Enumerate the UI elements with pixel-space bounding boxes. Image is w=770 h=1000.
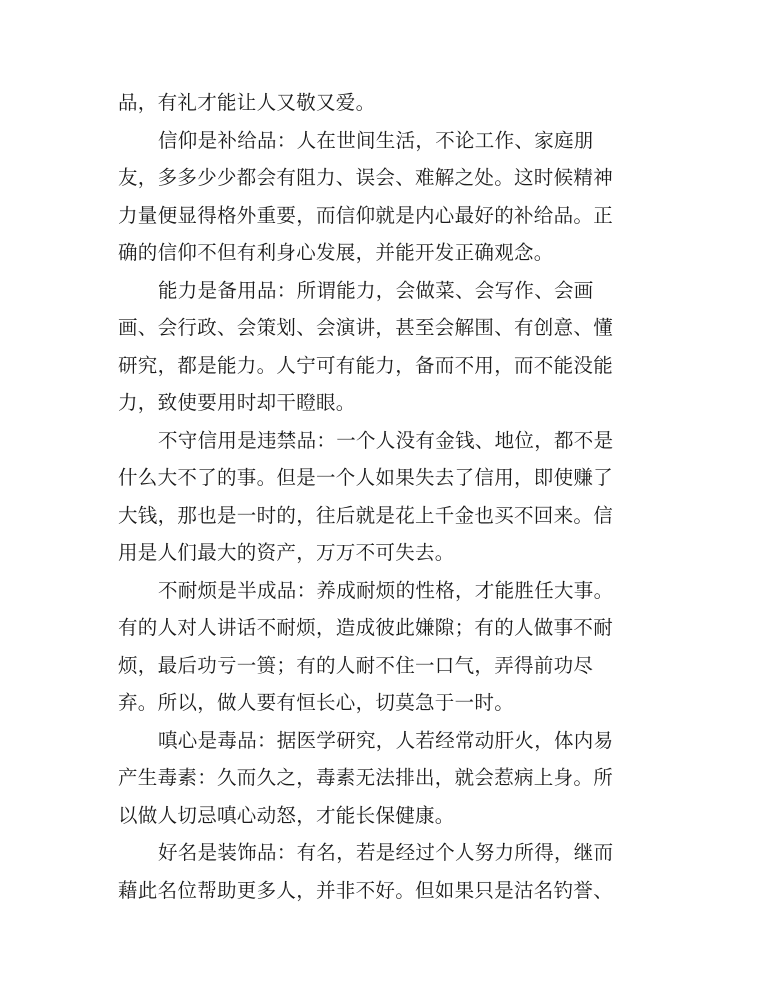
text-line: 友，多多少少都会有阻力、误会、难解之处。这时候精神 [118,166,614,189]
text-line: 品，有礼才能让人又敬又爱。 [118,91,376,114]
body-text [118,84,638,909]
paragraph-first-line: 信仰是补给品：人在世间生活，不论工作、家庭朋 [158,128,594,152]
text-line: 研究，都是能力。人宁可有能力，备而不用，而不能没能 [118,353,614,377]
text-line: 大钱，那也是一时的，往后就是花上千金也买不回来。信 [118,503,614,527]
paragraph-first-line: 嗔心是毒品：据医学研究，人若经常动肝火，体内易 [158,728,614,752]
text-line: 力量便显得格外重要，而信仰就是内心最好的补给品。正 [118,203,614,227]
text-line: 什么大不了的事。但是一个人如果失去了信用，即使赚了 [118,466,614,489]
text-line: 画、会行政、会策划、会演讲，甚至会解围、有创意、懂 [118,316,614,339]
text-line: 产生毒素：久而久之，毒素无法排出，就会惹病上身。所 [118,766,614,789]
paragraph-first-line: 不耐烦是半成品：养成耐烦的性格，才能胜任大事。 [158,578,614,602]
text-line: 烦，最后功亏一篑；有的人耐不住一口气，弄得前功尽 [118,653,594,677]
text-line: 确的信仰不但有利身心发展，并能开发正确观念。 [118,241,554,264]
paragraph-first-line: 好名是装饰品：有名，若是经过个人努力所得，继而 [158,841,614,864]
text-line: 藉此名位帮助更多人，并非不好。但如果只是沽名钓誉、 [118,878,614,902]
text-line: 弃。所以，做人要有恒长心，切莫急于一时。 [118,691,515,714]
text-line: 有的人对人讲话不耐烦，造成彼此嫌隙；有的人做事不耐 [118,616,614,639]
paragraph-first-line: 能力是备用品：所谓能力，会做菜、会写作、会画 [158,278,594,302]
text-line: 力，致使要用时却干瞪眼。 [118,391,356,414]
text-line: 以做人切忌嗔心动怒，才能长保健康。 [118,803,455,827]
text-line: 用是人们最大的资产，万万不可失去。 [118,541,455,564]
paragraph-first-line: 不守信用是违禁品：一个人没有金钱、地位，都不是 [158,428,614,452]
